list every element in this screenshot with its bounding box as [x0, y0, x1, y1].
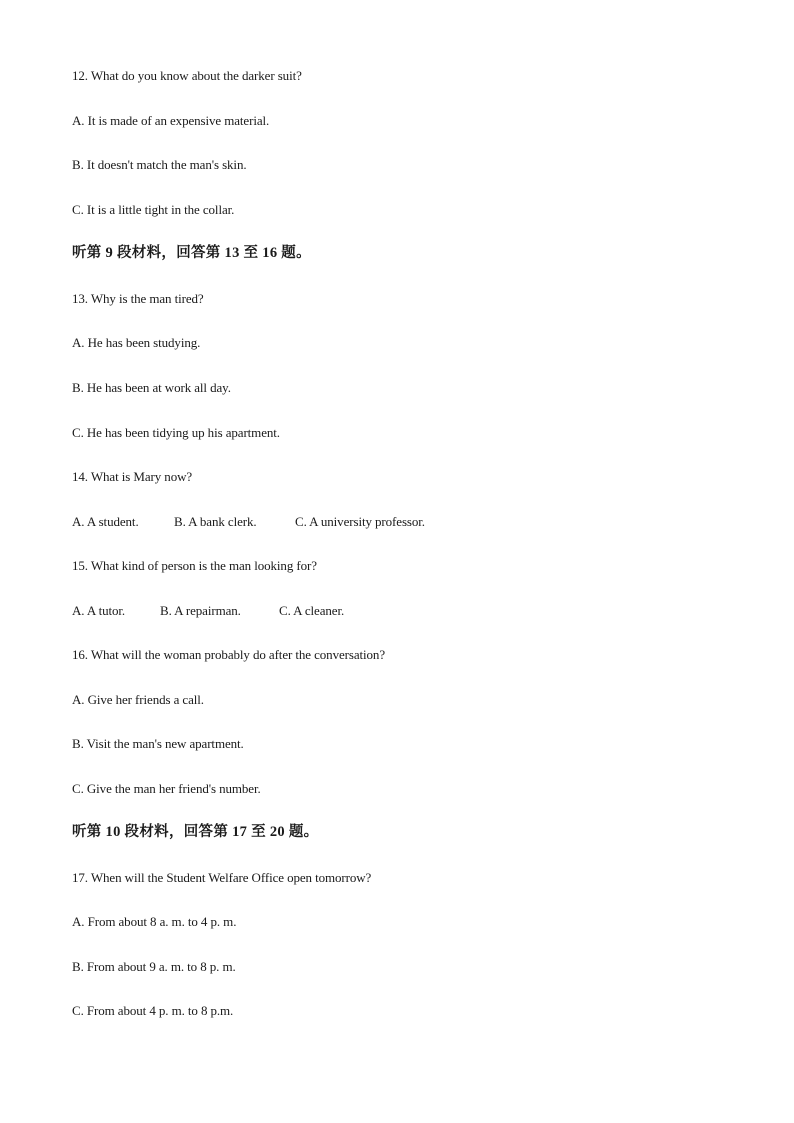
- q12-option-c: C. It is a little tight in the collar.: [72, 202, 235, 217]
- q15-option-a: A. A tutor.: [72, 603, 126, 618]
- q16-option-a: A. Give her friends a call.: [72, 692, 204, 707]
- question-15: 15. What kind of person is the man looking for?: [72, 558, 317, 573]
- q15-options-row: [72, 603, 344, 619]
- q13-option-a: A. He has been studying.: [72, 335, 201, 350]
- q17-option-c: C. From about 4 p. m. to 8 p.m.: [72, 1003, 234, 1018]
- q14-options-row: [72, 514, 425, 530]
- question-13: 13. Why is the man tired?: [72, 291, 204, 306]
- question-12: 12. What do you know about the darker suit?: [72, 68, 302, 83]
- section-10-heading: 听第 10 段材料，回答第 17 至 20 题。: [72, 824, 319, 840]
- q15-option-b: B. A repairman.: [160, 603, 241, 618]
- q13-option-b: B. He has been at work all day.: [72, 380, 231, 395]
- q14-option-a: A. A student.: [72, 514, 139, 529]
- q15-option-c: C. A cleaner.: [279, 603, 345, 618]
- section-9-heading: 听第 9 段材料，回答第 13 至 16 题。: [72, 245, 311, 261]
- q14-option-c: C. A university professor.: [295, 514, 425, 529]
- q13-option-c: C. He has been tidying up his apartment.: [72, 425, 280, 440]
- q14-option-b: B. A bank clerk.: [174, 514, 257, 529]
- q17-option-b: B. From about 9 a. m. to 8 p. m.: [72, 959, 236, 974]
- question-17: 17. When will the Student Welfare Office open tomorrow?: [72, 870, 372, 885]
- q17-option-a: A. From about 8 a. m. to 4 p. m.: [72, 914, 237, 929]
- q16-option-c: C. Give the man her friend's number.: [72, 781, 261, 796]
- q12-option-a: A. It is made of an expensive material.: [72, 113, 270, 128]
- question-16: 16. What will the woman probably do after the conversation?: [72, 647, 385, 662]
- q16-option-b: B. Visit the man's new apartment.: [72, 736, 244, 751]
- question-14: 14. What is Mary now?: [72, 469, 193, 484]
- q12-option-b: B. It doesn't match the man's skin.: [72, 157, 247, 172]
